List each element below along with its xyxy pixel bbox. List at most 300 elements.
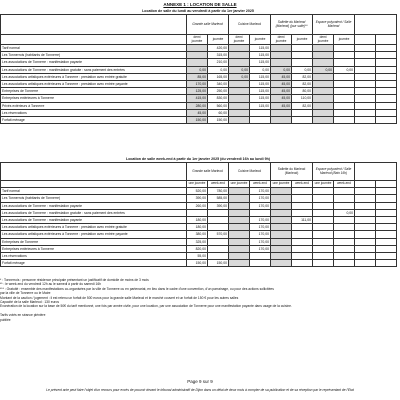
table-cell — [313, 102, 334, 109]
table-row — [1, 66, 397, 73]
row-label: Les associations de Tonnerre : manifestation gratuite : sans paiement des entrées — [1, 66, 187, 73]
table-cell: 780,00 — [208, 188, 229, 195]
table-cell: 560,00 — [208, 102, 229, 109]
table-cell — [271, 188, 292, 195]
table-cell — [334, 52, 355, 59]
subheader-demi: demi journée — [313, 35, 334, 45]
table-cell — [334, 238, 355, 245]
table-cell: 0,00 — [313, 66, 334, 73]
table-cell — [376, 66, 397, 73]
table-cell — [334, 231, 355, 238]
table-cell — [334, 95, 355, 102]
table-cell: 415,00 — [187, 95, 208, 102]
table-cell — [376, 80, 397, 87]
table-cell — [292, 231, 313, 238]
page-number: Page 9 sur 9 — [187, 379, 213, 384]
table-row — [1, 80, 397, 87]
table-cell: 0,00 — [334, 209, 355, 216]
table-cell — [250, 109, 271, 116]
table-row — [1, 238, 397, 245]
table-cell — [292, 52, 313, 59]
table-cell — [334, 88, 355, 95]
table-cell — [376, 116, 397, 123]
table-cell — [208, 238, 229, 245]
table-cell — [376, 109, 397, 116]
table-row — [1, 202, 397, 209]
row-label: Les associations artistiques extérieures à Tonnerre : prestation avec entrée payante — [1, 231, 187, 238]
row-label: Les réservations — [1, 252, 187, 259]
table-cell — [271, 202, 292, 209]
table-cell: 80,00 — [292, 88, 313, 95]
table-cell — [229, 102, 250, 109]
table-cell — [334, 188, 355, 195]
table-cell — [355, 224, 376, 231]
table-cell — [229, 195, 250, 202]
row-label: Entreprises extérieures à Tonnerre — [1, 95, 187, 102]
table-cell — [376, 245, 397, 252]
header-extra — [355, 15, 397, 35]
table-cell: 165,00 — [208, 73, 229, 80]
row-label: Les Tonnerrois (habitants de Tonnerre) — [1, 195, 187, 202]
table-cell — [313, 80, 334, 87]
subheader-journee: journée — [292, 35, 313, 45]
row-label: Entreprises de Tonnerre — [1, 88, 187, 95]
table-cell: 170,00 — [187, 80, 208, 87]
row-label: Entreprises de Tonnerre — [1, 238, 187, 245]
row-label: Tarif normal — [1, 45, 187, 52]
table-row — [1, 116, 397, 123]
table-cell — [250, 260, 271, 267]
table-cell: 0,00 — [271, 66, 292, 73]
table-cell: 115,00 — [250, 88, 271, 95]
subheader-week-end: week-end — [334, 181, 355, 188]
row-label: Les associations artistiques extérieures à Tonnerre : prestation avec entrée gratuite — [1, 224, 187, 231]
row-label: Les Tonnerrois (habitants de Tonnerre) — [1, 52, 187, 59]
row-label: Forfait ménage — [1, 116, 187, 123]
table-cell — [229, 209, 250, 216]
header-cuisine: Cuisine Marleod — [229, 163, 271, 181]
table-cell: 820,00 — [187, 245, 208, 252]
footnote-line: publiée — [0, 317, 11, 322]
table-cell — [292, 195, 313, 202]
table-row — [1, 209, 397, 216]
table-row — [1, 252, 397, 259]
table-row — [1, 216, 397, 223]
table-cell: 520,00 — [187, 188, 208, 195]
table-cell: 85,00 — [187, 73, 208, 80]
table-cell: 0,00 — [250, 66, 271, 73]
header-cuisine: Cuisine Marleod — [229, 15, 271, 35]
subheader-une-journee: une journée — [187, 181, 208, 188]
table-cell — [250, 252, 271, 259]
table-cell — [271, 195, 292, 202]
table-cell — [229, 231, 250, 238]
table-cell — [229, 252, 250, 259]
table-cell — [376, 238, 397, 245]
table-cell — [355, 260, 376, 267]
table-cell — [334, 109, 355, 116]
header-grande-salle: Grande salle Marleod — [187, 163, 229, 181]
table-row — [1, 102, 397, 109]
weekday-rates-table — [0, 8, 396, 124]
table-cell: 82,00 — [292, 73, 313, 80]
table-cell — [376, 102, 397, 109]
table-cell — [355, 188, 376, 195]
table-cell: 115,00 — [250, 52, 271, 59]
table-cell: 170,00 — [250, 238, 271, 245]
header-grande-salle: Grande salle Marleod — [187, 15, 229, 35]
table-cell — [355, 231, 376, 238]
table-cell: 170,00 — [250, 188, 271, 195]
table-cell — [250, 209, 271, 216]
table-cell: 170,00 — [250, 195, 271, 202]
table-cell — [376, 45, 397, 52]
subheader-blank — [355, 181, 376, 188]
table-cell — [313, 238, 334, 245]
table-cell — [271, 224, 292, 231]
table-cell: 0,00 — [292, 66, 313, 73]
row-label: Les associations artistiques extérieures à Tonnerre : prestation avec entrée gratuite — [1, 73, 187, 80]
row-label: Les associations de Tonnerre : manifestation payante — [1, 59, 187, 66]
table-cell — [229, 188, 250, 195]
table-cell — [355, 52, 376, 59]
table-cell — [229, 88, 250, 95]
table-cell — [334, 245, 355, 252]
table-cell: 380,00 — [187, 231, 208, 238]
table-cell — [229, 238, 250, 245]
table-row — [1, 95, 397, 102]
table-cell — [313, 188, 334, 195]
weekend-rates-table — [0, 156, 396, 267]
subheader-une-journee: une journée — [313, 181, 334, 188]
table-row — [1, 109, 397, 116]
table-cell: 45,00 — [271, 102, 292, 109]
table-row — [1, 245, 397, 252]
table-cell — [313, 224, 334, 231]
row-label: Les réservations — [1, 109, 187, 116]
table-cell — [271, 245, 292, 252]
table-cell: 110,00 — [292, 95, 313, 102]
table-cell — [271, 231, 292, 238]
table-cell — [271, 252, 292, 259]
table-cell: 570,00 — [208, 231, 229, 238]
table-cell — [271, 59, 292, 66]
table-row — [1, 260, 397, 267]
table-cell — [271, 216, 292, 223]
row-label: Tarif normal — [1, 188, 187, 195]
table-cell: 150,00 — [208, 260, 229, 267]
table-cell — [355, 102, 376, 109]
table-cell — [376, 59, 397, 66]
legal-note: Le présent acte peut faire l'objet d'un recours pour excès de pouvoir devant le tribunal administratif de Dijon dans un délai de deux mois à compter de sa publication et de sa réception par le représentant de l'État — [46, 388, 354, 392]
table-cell — [187, 209, 208, 216]
footnote-line: par la ville de Tonnerre ou le Maire — [0, 291, 51, 296]
footnote-line: Capacité de la salle Marleod : 130 euros — [0, 300, 60, 305]
subheader-journee: journée — [334, 35, 355, 45]
table-cell: 115,00 — [250, 95, 271, 102]
table-cell — [334, 73, 355, 80]
footnote-line: * : Tonnerrois : personne résidence principale présentant un justificatif de domicile de moins de 3 mois — [0, 278, 149, 282]
subheader-blank — [355, 35, 376, 45]
table-cell: 150,00 — [187, 260, 208, 267]
table-cell: 170,00 — [250, 224, 271, 231]
table-cell — [313, 231, 334, 238]
table-row — [1, 195, 397, 202]
table-cell: 150,00 — [208, 116, 229, 123]
header-espace: Espace polyvalent / Salle Marleod (Bain 16h) — [313, 163, 355, 181]
table-cell — [292, 188, 313, 195]
table-cell — [355, 88, 376, 95]
row-label: Privés extérieurs à Tonnerre — [1, 102, 187, 109]
footnote-line: ** : le week-end du vendredi 12h au le samedi à partir du samedi 16h — [0, 282, 101, 287]
table-cell: 125,00 — [187, 88, 208, 95]
table-cell — [313, 245, 334, 252]
table-cell — [271, 52, 292, 59]
subheader-blank — [376, 35, 397, 45]
table-row — [1, 188, 397, 195]
table-cell — [334, 252, 355, 259]
table-cell: 150,00 — [187, 116, 208, 123]
table-cell: 0,00 — [334, 66, 355, 73]
table-cell — [292, 209, 313, 216]
table-row — [1, 59, 397, 66]
table-cell — [229, 52, 250, 59]
row-label: Forfait ménage — [1, 260, 187, 267]
subheader-demi: demi journée — [271, 35, 292, 45]
table-cell — [376, 73, 397, 80]
table-cell — [355, 59, 376, 66]
table-cell: 45,00 — [271, 73, 292, 80]
table-cell: 0,00 — [229, 73, 250, 80]
table-cell: 280,00 — [187, 102, 208, 109]
table-cell — [355, 109, 376, 116]
table-cell — [313, 52, 334, 59]
table-cell — [355, 209, 376, 216]
table-cell — [271, 209, 292, 216]
blank-header — [1, 163, 187, 181]
table-cell — [292, 238, 313, 245]
row-label: Les associations artistiques extérieures à Tonnerre : prestation avec entrée payante — [1, 80, 187, 87]
table-cell: 115,00 — [250, 102, 271, 109]
table-cell — [376, 216, 397, 223]
table-cell — [271, 116, 292, 123]
table-cell: 170,00 — [250, 202, 271, 209]
table-cell: 170,00 — [250, 231, 271, 238]
table-cell: 315,00 — [208, 52, 229, 59]
table-cell — [229, 59, 250, 66]
table-cell: 830,00 — [208, 95, 229, 102]
table-cell — [313, 88, 334, 95]
table-row — [1, 231, 397, 238]
table-cell: 82,00 — [292, 102, 313, 109]
table-cell: 45,00 — [187, 109, 208, 116]
table-cell: 115,00 — [250, 59, 271, 66]
footnotes — [0, 278, 396, 322]
table-cell — [355, 66, 376, 73]
table-cell — [313, 216, 334, 223]
table-cell — [313, 109, 334, 116]
subheader-week-end: week-end — [250, 181, 271, 188]
table-cell — [271, 238, 292, 245]
table-cell: 390,00 — [187, 195, 208, 202]
table-cell — [334, 195, 355, 202]
table-cell — [376, 88, 397, 95]
subheader-une-journee: une journée — [271, 181, 292, 188]
table-cell: 0,00 — [187, 66, 208, 73]
document-title: ANNEXE 1 : LOCATION DE SALLE — [163, 2, 237, 7]
table-cell — [334, 216, 355, 223]
table-cell — [355, 73, 376, 80]
subheader-week-end: week-end — [292, 181, 313, 188]
table-cell: 0,00 — [229, 66, 250, 73]
table-cell — [313, 202, 334, 209]
table-cell — [208, 224, 229, 231]
table-cell — [334, 260, 355, 267]
subheader-blank — [376, 181, 397, 188]
table-cell — [376, 224, 397, 231]
table-cell: 340,00 — [208, 80, 229, 87]
table-cell: 420,00 — [208, 45, 229, 52]
table-cell — [208, 209, 229, 216]
header-sallette: Sallette du Marleod (Marleod) — [271, 163, 313, 181]
table-cell: 180,00 — [187, 224, 208, 231]
table-cell — [355, 116, 376, 123]
table-cell — [271, 45, 292, 52]
subheader-journee: journée — [250, 35, 271, 45]
table-cell: 82,00 — [292, 80, 313, 87]
table-cell — [355, 80, 376, 87]
subheader-demi: demi journée — [229, 35, 250, 45]
table-cell: 250,00 — [208, 88, 229, 95]
blank-header — [1, 15, 187, 35]
table-cell — [355, 252, 376, 259]
footnote-line: Exonération de la location sur la base de 50€ du tarif mentionné, une fois par année civile, pour une location, par une association de Tonnerre pour une manifestation payante dans usage de la cuisine. — [0, 304, 292, 309]
table-cell — [376, 209, 397, 216]
table-cell — [313, 116, 334, 123]
table-cell: 111,00 — [292, 216, 313, 223]
table-cell — [355, 216, 376, 223]
table-cell — [334, 45, 355, 52]
table-cell — [334, 102, 355, 109]
table-cell — [313, 260, 334, 267]
subheader-week-end: week-end — [208, 181, 229, 188]
table-row — [1, 73, 397, 80]
table-cell — [229, 216, 250, 223]
row-label: Les associations de Tonnerre : manifestation payante — [1, 202, 187, 209]
table-cell — [292, 59, 313, 66]
table-cell — [376, 252, 397, 259]
table-cell — [376, 231, 397, 238]
table-row — [1, 52, 397, 59]
table-cell: 115,00 — [250, 80, 271, 87]
table-cell: 0,00 — [208, 66, 229, 73]
footnote-line: Tarifs votés en séance plénière — [0, 313, 46, 318]
table-cell — [271, 260, 292, 267]
table-cell — [334, 202, 355, 209]
table-cell — [229, 95, 250, 102]
table-cell — [376, 195, 397, 202]
table-row — [1, 224, 397, 231]
blank-subheader — [1, 181, 187, 188]
table-cell — [355, 195, 376, 202]
table-cell: 115,00 — [250, 73, 271, 80]
table-cell: 210,00 — [208, 59, 229, 66]
table-cell — [187, 45, 208, 52]
table-cell — [250, 116, 271, 123]
table-cell — [292, 202, 313, 209]
table-cell — [229, 45, 250, 52]
table-cell — [292, 252, 313, 259]
table-cell: 55,00 — [187, 252, 208, 259]
table-cell — [313, 209, 334, 216]
table-cell: 180,00 — [187, 216, 208, 223]
table-cell — [355, 95, 376, 102]
table-cell — [208, 245, 229, 252]
table-row — [1, 45, 397, 52]
table-cell — [208, 252, 229, 259]
table-cell: 45,00 — [271, 95, 292, 102]
table-cell — [229, 109, 250, 116]
subheader-une-journee: une journée — [229, 181, 250, 188]
table-cell: 390,00 — [208, 202, 229, 209]
row-label: Entreprises extérieures à Tonnerre — [1, 245, 187, 252]
table-cell — [229, 245, 250, 252]
table-cell — [334, 59, 355, 66]
table-cell — [376, 188, 397, 195]
row-label: Les associations de Tonnerre : manifestation gratuite : sans paiement des entrées — [1, 209, 187, 216]
header-espace: Espace polyvalent / Salle Marleod — [313, 15, 355, 35]
header-sallette: Sallette du Marleod (Marleod) (jour salle)** — [271, 15, 313, 35]
table-cell: 45,00 — [271, 88, 292, 95]
table-caption: Location de salle week-end à partir du 1er janvier 2025 (du vendredi 16h au lundi 9h) — [126, 157, 270, 161]
table-cell — [313, 59, 334, 66]
footnote-line: Montant de la caution / jugement : il est retenu un forfait de 500 euros pour la grande salle Marleod et le marché couvert et un forfait de 150 € pour les autres salles — [0, 295, 239, 300]
table-cell — [208, 216, 229, 223]
table-cell — [292, 260, 313, 267]
table-cell — [313, 95, 334, 102]
table-cell — [334, 80, 355, 87]
table-cell — [187, 59, 208, 66]
table-cell — [229, 80, 250, 87]
footnote-line: *** : Gratuité : ensemble des manifestations co-organisées par la ville de Tonnerre ou en partenariat, en lieu dans le cadre d'une convention, d'un parrainage, ou pour des actions sollicitées — [0, 286, 274, 291]
table-cell — [313, 73, 334, 80]
table-cell: 170,00 — [250, 245, 271, 252]
table-cell — [187, 52, 208, 59]
table-cell — [229, 202, 250, 209]
table-caption: Location de salle du lundi au vendredi à partir du 1er janvier 2025 — [142, 9, 254, 13]
table-cell — [229, 116, 250, 123]
table-cell — [313, 195, 334, 202]
table-cell — [292, 245, 313, 252]
table-cell — [355, 45, 376, 52]
table-cell: 60,00 — [208, 109, 229, 116]
table-cell — [313, 252, 334, 259]
table-cell — [334, 224, 355, 231]
table-cell — [376, 95, 397, 102]
header-extra — [355, 163, 397, 181]
table-cell — [229, 260, 250, 267]
table-cell — [355, 245, 376, 252]
table-cell: 325,00 — [187, 238, 208, 245]
table-cell: 585,00 — [208, 195, 229, 202]
table-cell — [376, 52, 397, 59]
table-cell: 45,00 — [271, 80, 292, 87]
table-cell — [334, 116, 355, 123]
table-row — [1, 88, 397, 95]
row-label: Les associations de Tonnerre : manifestation payante — [1, 216, 187, 223]
subheader-journee: journée — [208, 35, 229, 45]
table-cell — [313, 45, 334, 52]
